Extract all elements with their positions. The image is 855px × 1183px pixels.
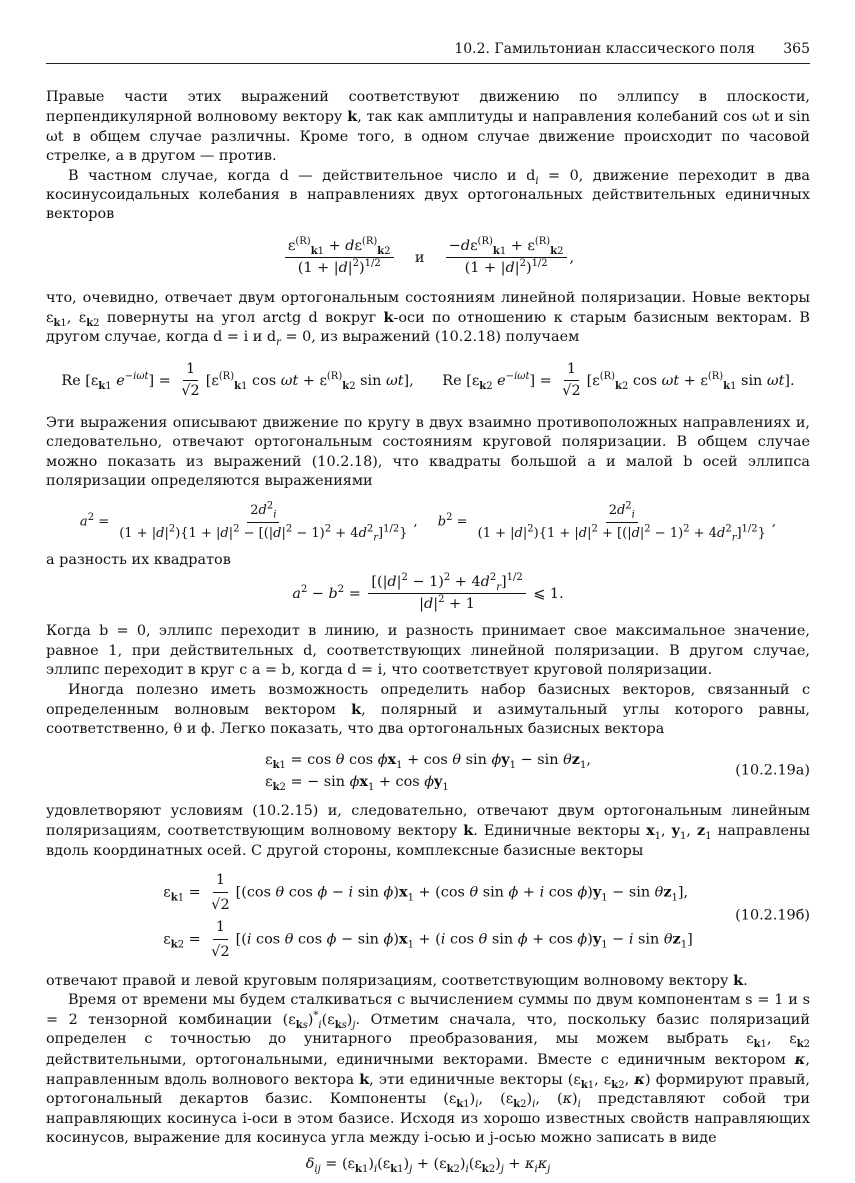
equation-19a: $\varepsilon_{k1} = \cos \theta$ $\cos \phi x_1 + \cos \theta$ $\sin \phi y_1 - \sin \theta z_1$, $\varepsilon_{k2}$ = − $\sin \phi x_1 + \cos \phi y_1$ (10.2.19а) <box>265 750 810 793</box>
header-rule <box>46 63 810 64</box>
equation-circular: Re [$\varepsilon_{k1}$ $e^{-i\omega t}$] = $\frac{1}{√2}$ [$\varepsilon^{(R)}_{k1}$ $\cos \omega t + \varepsilon^{(R)}_{k2}$ sin ωt], Re [$\varepsilon_{k2}$ $e^{-i\omega t}$] = $\frac{1}{√2}$ [$\varepsilon^{(R)}_{k2}$ $\cos \omega t + \varepsilon^{(R)}_{k1}$ sin ωt]. <box>61 360 795 400</box>
equation-number-19a: (10.2.19а) <box>735 762 810 779</box>
equation-19b: $\varepsilon_{k1}$ = $\frac{1}{√2}$ [(cos θ cos ϕ − i $\sin \phi)x_1 + (\cos$ θ sin ϕ + i $\cos \phi)y_1 - \sin \theta z_1$], $\varepsilon_{k2}$ = $\frac{1}{√2}$ [(i cos θ $\cos \phi - \sin \phi)x_1 + (i$ cos θ $\sin \phi + \cos \phi)y_1 - i$ $\sin \theta z_1$] (10.2.19б) <box>46 869 810 963</box>
equation-basis-rotation: $\frac{\varepsilon^{(R)}_{k1} + d\varepsilon^{(R)}_{k2}}{(1 + |d|^2)^{1/2}}$ и $\frac{-d\varepsilon^{(R)}_{k1} + \varepsilon^{(R)}_{k2}}{(1 + |d|^2)^{1/2}}$ , <box>46 237 810 279</box>
equation-axes: $a^2$ = $\frac{2d^2_i}{(1 + |d|^2)\{1 + |d|^2 - [(|d|^2 - 1)^2 + 4d^2_r]^{1/2}\}}$ , $b^2$ = $\frac{2d^2_i}{(1 + |d|^2)\{1 + |d|^2 + [(|d|^2 - 1)^2 + 4d^2_r]^{1/2}\}}$ , <box>79 500 777 544</box>
page <box>46 0 811 1175</box>
paragraph-10: Время от времени мы будем сталкиваться с вычислением суммы по двум компонентам s = 1 и s = 2 тензорной комбинации $(\varepsilon_{ks})^*_i(\varepsilon_{ks})_j$. Отметим сначала, что, поскольку базис поляризаций определен с точностью до унитарного преобразования, мы можем выбрать $\varepsilon_{k1}$, $\varepsilon_{k2}$ действительными, ортогональными, единичными векторами. Вместе с единичным вектором κ, направленным вдоль волнового вектора k, эти единичные векторы ($\varepsilon_{k1}$, $\varepsilon_{k2}$, κ) формируют правый, ортогональный декартов базис. Компоненты $(\varepsilon_{k1})_i$, $(\varepsilon_{k2})_i$, $(\kappa)_i$ представляют собой три направляющих косинуса i-оси в этом базисе. Исходя из хорошо известных свойств направляющих косинусов, выражение для косинуса угла между i-осью и j-осью можно записать в виде <box>46 992 811 1147</box>
equation-number-19b: (10.2.19б) <box>735 907 810 924</box>
body-text <box>46 88 810 1183</box>
paragraph-8: удовлетворяют условиям (10.2.15) и, следовательно, отвечают двум ортогональным линейным поляризациям, соответствующим волновому вектору k. Единичные векторы $x_1$, $y_1$, $z_1$ направлены вдоль координатных осей. С другой стороны, комплексные базисные векторы <box>46 802 811 859</box>
equation-difference: $a^2 - b^2$ = $\frac{[(|d|^2 - 1)^2 + 4d^2_r]^{1/2}}{|d|^2 + 1}$ ⩽ 1. <box>292 571 564 612</box>
paragraph-2: В частном случае, когда d — действительное число и $d_i = 0$, движение переходит в два косинусоидальных колебания в направлениях двух ортогональных действительных единичных векторов <box>46 167 810 223</box>
page-number: 365 <box>783 41 810 57</box>
paragraph-5: а разность их квадратов <box>46 552 231 569</box>
section-title: 10.2. Гамильтониан классического поля <box>454 41 755 57</box>
paragraph-4: Эти выражения описывают движение по кругу в двух взаимно противоположных направлениях и, следовательно, отвечают ортогональным состояниям круговой поляризации. В общем случае можно показать из выражений (10.2.18), что квадраты большой a и малой b осей эллипса поляризации определяются выражениями <box>46 414 810 489</box>
paragraph-7: Иногда полезно иметь возможность определить набор базисных векторов, связанный с определенным волновым вектором k, полярный и азимутальный углы которого равны, соответственно, θ и ϕ. Легко показать, что два ортогональных базисных вектора <box>46 681 811 738</box>
running-header <box>46 41 810 65</box>
paragraph-3: что, очевидно, отвечает двум ортогональным состояниям линейной поляризации. Новые векторы $\varepsilon_{k1}$, $\varepsilon_{k2}$ повернуты на угол arctg d вокруг k-оси по отношению к старым базисным векторам. В другом случае, когда d = i и $d_r = 0$, из выражений (10.2.18) получаем <box>46 289 810 349</box>
paragraph-9: отвечают правой и левой круговым поляризациям, соответствующим волновому вектору k. <box>46 972 748 989</box>
paragraph-1: Правые части этих выражений соответствуют движению по эллипсу в плоскости, перпендикулярной волновому вектору k, так как амплитуды и направления колебаний cos ωt и sin ωt в общем случае различны. Кроме того, в одном случае движение происходит по часовой стрелке, а в другом — против. <box>46 89 810 165</box>
and-word: и <box>414 249 425 266</box>
equation-delta: $\delta_{ij} = (\varepsilon_{k1})_i(\varepsilon_{k1})_j + (\varepsilon_{k2})_i(\varepsilon_{k2})_j + \kappa_i\kappa_j$ <box>305 1155 551 1175</box>
paragraph-6: Когда b = 0, эллипс переходит в линию, и разность принимает свое максимальное значение, равное 1, при действительных d, соответствующих линейной поляризации. В другом случае, эллипс переходит в круг с a = b, когда d = i, что соответствует круговой поляризации. <box>46 623 810 679</box>
